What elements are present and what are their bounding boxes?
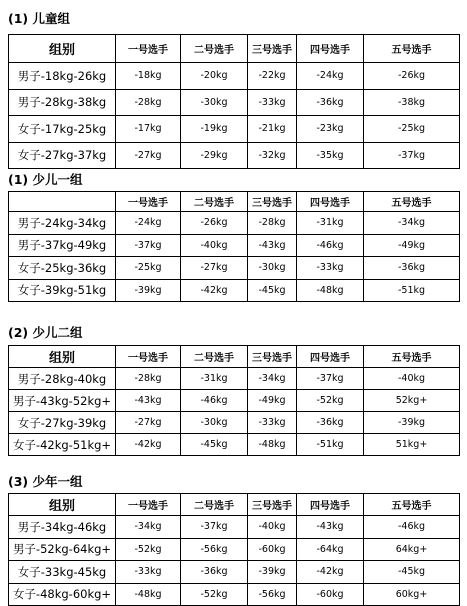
player-column-header: 五号选手 [364,494,460,516]
weight-cell: -28kg [116,368,181,390]
weight-cell: -34kg [248,368,297,390]
weight-cell: -42kg [116,434,181,456]
weight-cell: -46kg [181,390,248,412]
weight-cell: -18kg [116,63,181,90]
header-row [9,346,460,368]
player-column-header: 三号选手 [248,192,297,212]
weight-cell: -36kg [297,412,364,434]
player-column-header: 四号选手 [297,192,364,212]
player-column-header: 五号选手 [364,35,460,63]
weight-cell: -40kg [181,234,248,257]
player-column-header: 一号选手 [116,35,181,63]
group-column-header: 组别 [9,494,116,516]
weight-cell: -39kg [248,561,297,584]
weight-cell: -26kg [364,63,460,90]
weight-cell: -52kg [116,538,181,561]
weight-cell: -37kg [116,234,181,257]
group-label: 女子-42kg-51kg+ [9,434,116,456]
player-column-header: 二号选手 [181,494,248,516]
weight-cell: 52kg+ [364,390,460,412]
group-label: 女子-48kg-60kg+ [9,583,116,606]
player-column-header: 四号选手 [297,35,364,63]
table-row [9,234,460,257]
weight-cell: -45kg [364,561,460,584]
group-label: 男子-34kg-46kg [9,516,116,539]
group-label: 男子-28kg-38kg [9,89,116,116]
weight-cell: -32kg [248,142,297,169]
weight-cell: -43kg [297,516,364,539]
table-row [9,538,460,561]
weight-cell: -24kg [297,63,364,90]
weight-cell: -60kg [297,583,364,606]
group-label: 女子-27kg-39kg [9,412,116,434]
weight-cell: -46kg [297,234,364,257]
weight-cell: -36kg [364,257,460,280]
group-label: 男子-43kg-52kg+ [9,390,116,412]
group-label: 男子-18kg-26kg [9,63,116,90]
weight-class-table [8,345,460,456]
table-row [9,561,460,584]
weight-cell: -31kg [297,212,364,235]
weight-cell: -33kg [297,257,364,280]
group-label: 男子-52kg-64kg+ [9,538,116,561]
group-label: 女子-39kg-51kg [9,279,116,302]
table-row [9,368,460,390]
player-column-header: 三号选手 [248,494,297,516]
weight-cell: -22kg [248,63,297,90]
table-row [9,434,460,456]
weight-class-table [8,191,460,302]
weight-cell: -24kg [116,212,181,235]
weight-cell: -64kg [297,538,364,561]
weight-cell: -31kg [181,368,248,390]
weight-cell: -25kg [364,116,460,143]
weight-cell: -37kg [297,368,364,390]
section-title: (1) 少儿一组 [8,172,83,187]
weight-cell: -43kg [116,390,181,412]
weight-cell: -34kg [364,212,460,235]
group-label: 男子-28kg-40kg [9,368,116,390]
weight-cell: -51kg [297,434,364,456]
weight-cell: -37kg [364,142,460,169]
section-title: (3) 少年一组 [8,474,83,489]
weight-cell: -36kg [297,89,364,116]
weight-cell: -45kg [181,434,248,456]
group-column-header: 组别 [9,35,116,63]
weight-cell: 64kg+ [364,538,460,561]
weight-class-table [8,34,460,169]
section-title: (1) 儿童组 [8,11,70,26]
player-column-header: 三号选手 [248,346,297,368]
weight-cell: -60kg [248,538,297,561]
player-column-header: 二号选手 [181,192,248,212]
weight-cell: -36kg [181,561,248,584]
weight-cell: -52kg [181,583,248,606]
group-label: 男子-37kg-49kg [9,234,116,257]
group-label: 女子-33kg-45kg [9,561,116,584]
weight-cell: -42kg [297,561,364,584]
weight-cell: -30kg [181,89,248,116]
table-row [9,257,460,280]
table-row [9,63,460,90]
weight-cell: -30kg [181,412,248,434]
weight-cell: -27kg [116,142,181,169]
group-column-header [9,192,116,212]
weight-cell: -45kg [248,279,297,302]
weight-cell: -28kg [248,212,297,235]
table-row [9,412,460,434]
table-row [9,89,460,116]
weight-cell: -30kg [248,257,297,280]
weight-cell: -27kg [181,257,248,280]
weight-cell: -48kg [248,434,297,456]
player-column-header: 四号选手 [297,494,364,516]
weight-cell: -37kg [181,516,248,539]
weight-cell: -48kg [116,583,181,606]
table-row [9,279,460,302]
weight-cell: -25kg [116,257,181,280]
player-column-header: 四号选手 [297,346,364,368]
weight-cell: -39kg [364,412,460,434]
weight-cell: -40kg [248,516,297,539]
weight-cell: -56kg [248,583,297,606]
weight-cell: -33kg [248,412,297,434]
group-label: 女子-27kg-37kg [9,142,116,169]
weight-cell: -49kg [364,234,460,257]
header-row [9,192,460,212]
weight-cell: -20kg [181,63,248,90]
group-label: 女子-25kg-36kg [9,257,116,280]
weight-cell: -49kg [248,390,297,412]
weight-cell: -43kg [248,234,297,257]
table-row [9,390,460,412]
table-row [9,516,460,539]
group-label: 女子-17kg-25kg [9,116,116,143]
player-column-header: 一号选手 [116,192,181,212]
weight-cell: -17kg [116,116,181,143]
table-row [9,212,460,235]
player-column-header: 一号选手 [116,494,181,516]
weight-cell: -34kg [116,516,181,539]
weight-cell: -28kg [116,89,181,116]
weight-cell: -38kg [364,89,460,116]
weight-cell: -21kg [248,116,297,143]
table-row [9,583,460,606]
weight-cell: -23kg [297,116,364,143]
weight-cell: -35kg [297,142,364,169]
weight-cell: -42kg [181,279,248,302]
weight-cell: -29kg [181,142,248,169]
player-column-header: 二号选手 [181,346,248,368]
header-row [9,35,460,63]
weight-cell: -26kg [181,212,248,235]
table-row [9,142,460,169]
weight-cell: -19kg [181,116,248,143]
weight-cell: -33kg [248,89,297,116]
group-label: 男子-24kg-34kg [9,212,116,235]
table-row [9,116,460,143]
section-title: (2) 少儿二组 [8,325,83,340]
weight-cell: -56kg [181,538,248,561]
header-row [9,494,460,516]
weight-class-table [8,493,460,606]
weight-cell: -52kg [297,390,364,412]
weight-cell: -39kg [116,279,181,302]
player-column-header: 二号选手 [181,35,248,63]
weight-cell: -40kg [364,368,460,390]
player-column-header: 一号选手 [116,346,181,368]
weight-cell: 60kg+ [364,583,460,606]
weight-cell: 51kg+ [364,434,460,456]
player-column-header: 三号选手 [248,35,297,63]
player-column-header: 五号选手 [364,346,460,368]
weight-cell: -48kg [297,279,364,302]
weight-cell: -27kg [116,412,181,434]
weight-cell: -33kg [116,561,181,584]
weight-cell: -51kg [364,279,460,302]
weight-cell: -46kg [364,516,460,539]
group-column-header: 组别 [9,346,116,368]
player-column-header: 五号选手 [364,192,460,212]
